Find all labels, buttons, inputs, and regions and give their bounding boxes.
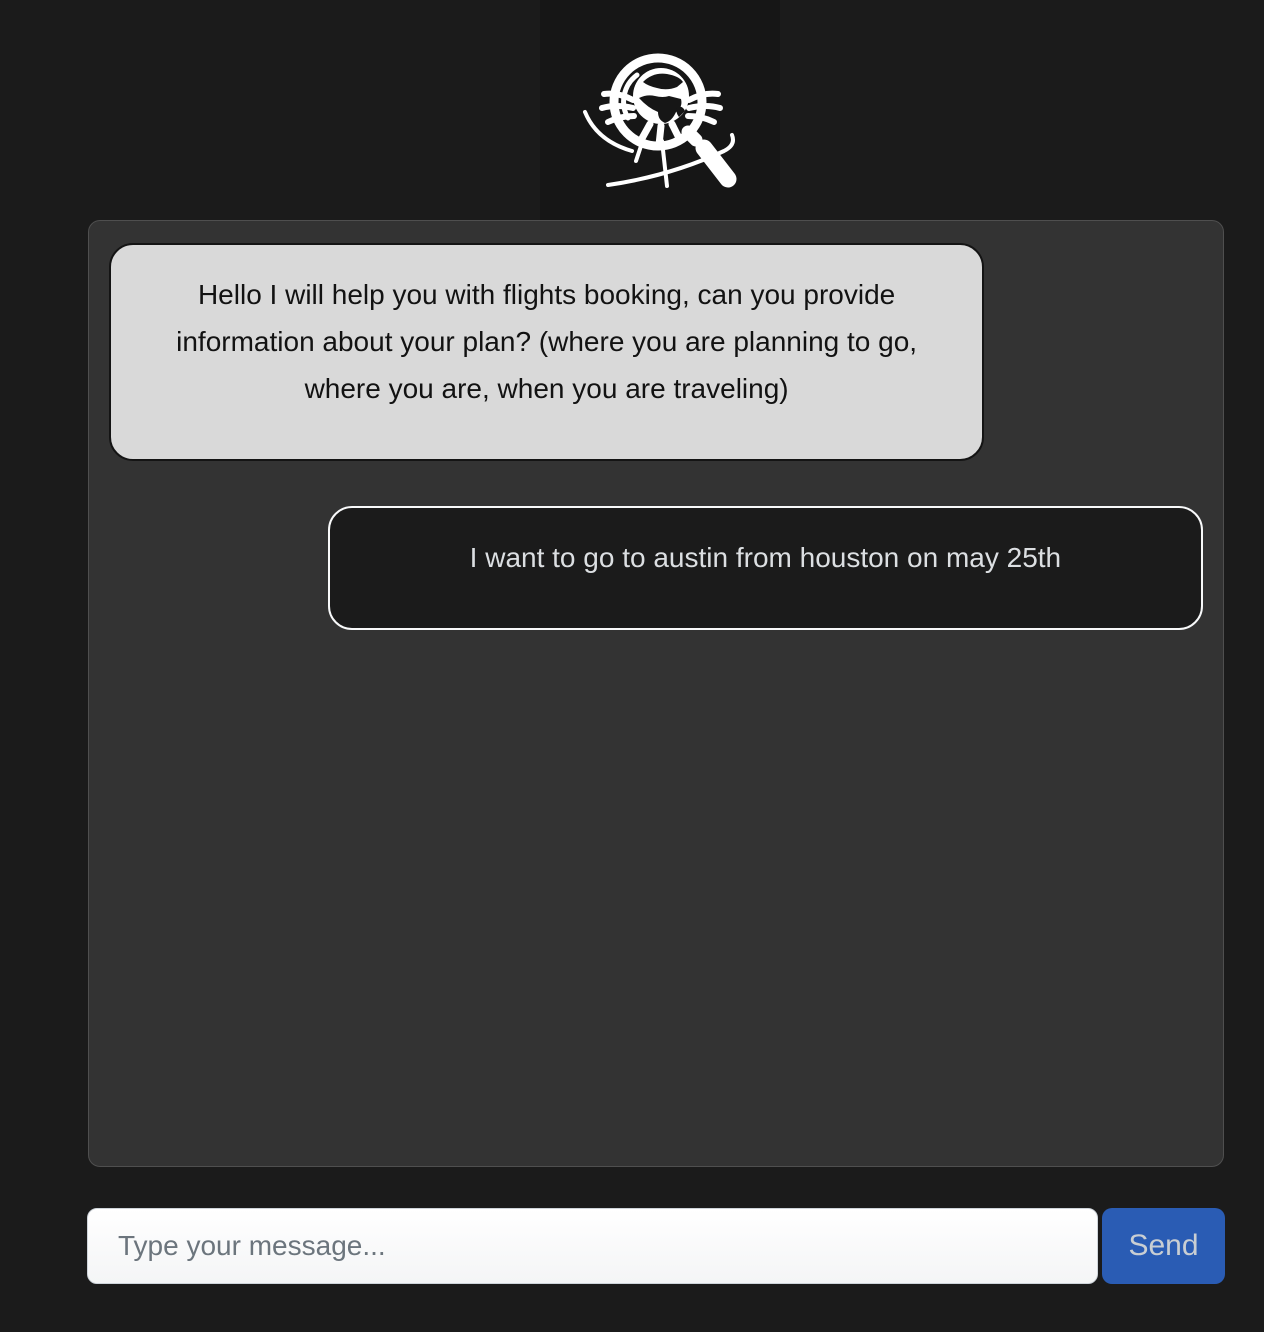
user-message-bubble: I want to go to austin from houston on may 25th — [328, 506, 1203, 630]
message-input[interactable] — [87, 1208, 1098, 1284]
chat-message-panel — [88, 220, 1224, 1167]
logo-strip — [0, 0, 1264, 220]
globe-magnifier-logo-icon — [540, 0, 780, 220]
app-logo — [540, 0, 780, 220]
message-composer — [87, 1208, 1225, 1284]
send-button[interactable]: Send — [1102, 1208, 1225, 1284]
assistant-message-bubble: Hello I will help you with flights booking, can you provide information about your plan? (where you are planning to go, where you are, when you are traveling) — [109, 243, 984, 461]
